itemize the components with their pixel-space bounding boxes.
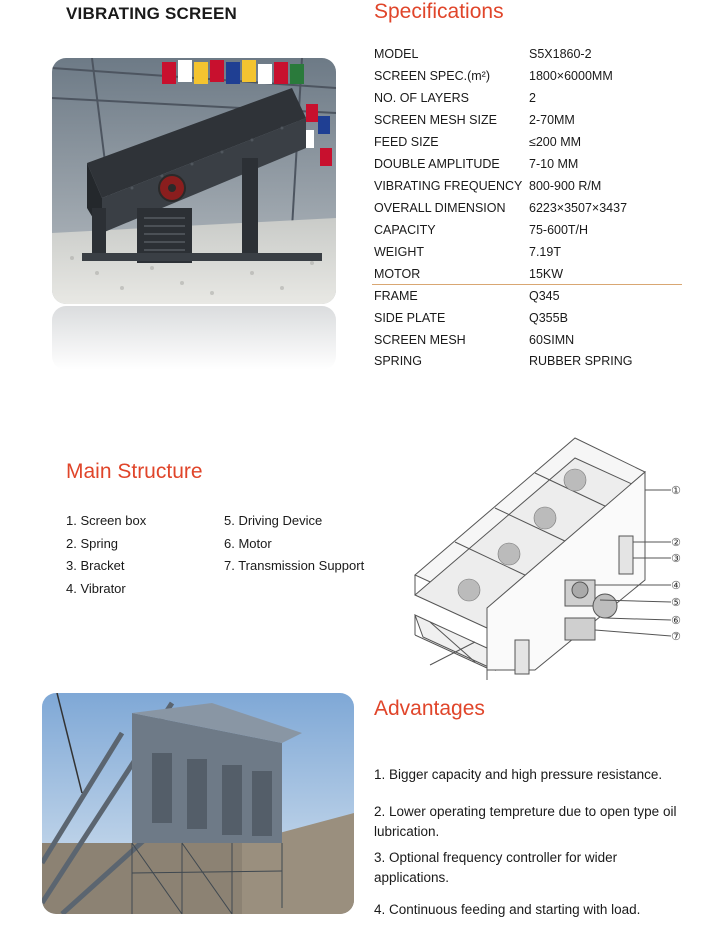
spec-value: 15KW [529, 267, 564, 281]
structure-diagram [405, 430, 695, 690]
structure-item: 6. Motor [224, 536, 272, 551]
spec-key: OVERALL DIMENSION [374, 201, 506, 215]
spec-row-spring [374, 350, 684, 372]
callout-2: ② [671, 536, 681, 549]
spec-row-screen-spec [374, 65, 684, 87]
spec-key: SCREEN MESH [374, 333, 466, 347]
spec-value: 2-70MM [529, 113, 575, 127]
spec-row-layers [374, 87, 684, 109]
callout-3: ③ [671, 552, 681, 565]
spec-key: SCREEN SPEC.(m²) [374, 69, 490, 83]
spec-value: 60SIMN [529, 333, 575, 347]
spec-value: Q345 [529, 289, 560, 303]
structure-item: 5. Driving Device [224, 513, 323, 528]
spec-key: SPRING [374, 354, 422, 368]
spec-row-dimension [374, 197, 684, 219]
spec-row-weight [374, 241, 684, 263]
spec-value: 800-900 R/M [529, 179, 602, 193]
callout-4: ④ [671, 579, 681, 592]
callout-7: ⑦ [671, 630, 681, 643]
advantage-item: 2. Lower operating tempreture due to open type oil lubrication. [374, 804, 677, 839]
callout-5: ⑤ [671, 596, 681, 609]
spec-value: 6223×3507×3437 [529, 201, 628, 215]
spec-key: SIDE PLATE [374, 311, 446, 325]
advantage-item: 1. Bigger capacity and high pressure resistance. [374, 767, 663, 782]
spec-row-amplitude [374, 153, 684, 175]
spec-row-capacity [374, 219, 684, 241]
spec-key: MOTOR [374, 267, 421, 281]
spec-row-screen-mesh [374, 329, 684, 351]
spec-key: NO. OF LAYERS [374, 91, 469, 105]
product-photo-reflection [52, 306, 336, 370]
structure-item: 3. Bracket [66, 558, 125, 573]
spec-row-feed-size [374, 131, 684, 153]
spec-key: VIBRATING FREQUENCY [374, 179, 523, 193]
spec-value: S5X1860-2 [529, 47, 592, 61]
spec-row-frequency [374, 175, 684, 197]
structure-item: 7. Transmission Support [224, 558, 365, 573]
spec-row-motor [374, 263, 684, 285]
spec-value: RUBBER SPRING [529, 354, 633, 368]
spec-row-side-plate [374, 307, 684, 329]
spec-row-mesh-size [374, 109, 684, 131]
spec-key: CAPACITY [374, 223, 436, 237]
structure-item: 1. Screen box [66, 513, 147, 528]
spec-value: Q355B [529, 311, 568, 325]
page-title: VIBRATING SCREEN [66, 4, 238, 23]
callout-6: ⑥ [671, 614, 681, 627]
spec-key: WEIGHT [374, 245, 424, 259]
advantages-heading: Advantages [374, 697, 485, 720]
spec-value: 7-10 MM [529, 157, 579, 171]
spec-value: ≤200 MM [529, 135, 582, 149]
product-photo [52, 58, 336, 304]
spec-key: DOUBLE AMPLITUDE [374, 157, 500, 171]
spec-value: 75-600T/H [529, 223, 589, 237]
spec-value: 1800×6000MM [529, 69, 613, 83]
spec-row-model [374, 43, 684, 65]
spec-key: MODEL [374, 47, 419, 61]
callout-1: ① [671, 484, 681, 497]
spec-key: FEED SIZE [374, 135, 439, 149]
structure-item: 4. Vibrator [66, 581, 126, 596]
spec-row-frame [374, 285, 684, 307]
spec-key: FRAME [374, 289, 418, 303]
main-structure-heading: Main Structure [66, 460, 203, 483]
advantage-item: 3. Optional frequency controller for wider applications. [374, 850, 618, 885]
spec-value: 2 [529, 91, 536, 105]
spec-key: SCREEN MESH SIZE [374, 113, 497, 127]
spec-value: 7.19T [529, 245, 561, 259]
advantage-item: 4. Continuous feeding and starting with load. [374, 902, 641, 917]
specifications-heading: Specifications [374, 0, 504, 23]
structure-item: 2. Spring [66, 536, 119, 551]
plant-photo [42, 693, 354, 914]
